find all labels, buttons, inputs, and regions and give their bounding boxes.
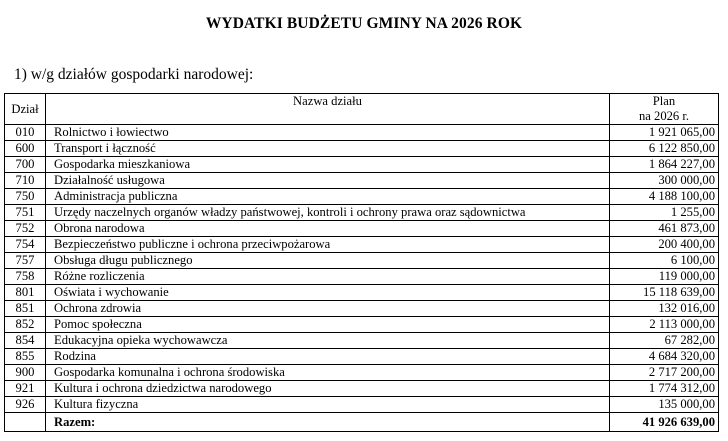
header-plan <box>610 94 719 125</box>
row-code: 754 <box>5 237 46 253</box>
row-name: Rolnictwo i łowiectwo <box>46 125 610 141</box>
row-code: 700 <box>5 157 46 173</box>
header-plan-line1: Plan <box>652 94 676 108</box>
row-code: 851 <box>5 301 46 317</box>
table-row <box>5 237 719 253</box>
row-code: 855 <box>5 349 46 365</box>
row-amount: 300 000,00 <box>610 173 719 189</box>
row-code: 751 <box>5 205 46 221</box>
document-title: WYDATKI BUDŻETU GMINY NA 2026 ROK <box>205 15 523 32</box>
row-code: 752 <box>5 221 46 237</box>
row-amount: 2 717 200,00 <box>610 365 719 381</box>
row-amount: 1 864 227,00 <box>610 157 719 173</box>
row-amount: 461 873,00 <box>610 221 719 237</box>
row-code: 801 <box>5 285 46 301</box>
row-name: Działalność usługowa <box>46 173 610 189</box>
row-amount: 4 188 100,00 <box>610 189 719 205</box>
row-code: 900 <box>5 365 46 381</box>
row-code: 757 <box>5 253 46 269</box>
row-name: Urzędy naczelnych organów władzy państwowej, kontroli i ochrony prawa oraz sądownictwa <box>46 205 610 221</box>
row-name: Gospodarka komunalna i ochrona środowiska <box>46 365 610 381</box>
table-row <box>5 317 719 333</box>
total-row <box>5 413 719 432</box>
row-name: Różne rozliczenia <box>46 269 610 285</box>
table-row <box>5 285 719 301</box>
row-name: Transport i łączność <box>46 141 610 157</box>
row-amount: 6 122 850,00 <box>610 141 719 157</box>
table-header-row <box>5 94 719 125</box>
table-row <box>5 381 719 397</box>
row-code: 852 <box>5 317 46 333</box>
row-amount: 119 000,00 <box>610 269 719 285</box>
row-amount: 132 016,00 <box>610 301 719 317</box>
total-label: Razem: <box>46 413 610 432</box>
row-name: Oświata i wychowanie <box>46 285 610 301</box>
row-amount: 1 255,00 <box>610 205 719 221</box>
row-name: Pomoc społeczna <box>46 317 610 333</box>
row-code: 921 <box>5 381 46 397</box>
row-code: 010 <box>5 125 46 141</box>
table-row <box>5 205 719 221</box>
table-row <box>5 253 719 269</box>
row-name: Gospodarka mieszkaniowa <box>46 157 610 173</box>
table-row <box>5 157 719 173</box>
row-code: 854 <box>5 333 46 349</box>
header-plan-line2: na 2026 r. <box>638 109 690 123</box>
row-name: Bezpieczeństwo publiczne i ochrona przeciwpożarowa <box>46 237 610 253</box>
row-amount: 2 113 000,00 <box>610 317 719 333</box>
table-body <box>5 125 719 432</box>
section-heading: 1) w/g działów gospodarki narodowej: <box>14 66 254 83</box>
table-row <box>5 269 719 285</box>
total-empty-cell <box>5 413 46 432</box>
row-name: Obrona narodowa <box>46 221 610 237</box>
row-name: Ochrona zdrowia <box>46 301 610 317</box>
row-code: 926 <box>5 397 46 413</box>
row-name: Kultura i ochrona dziedzictwa narodowego <box>46 381 610 397</box>
row-code: 600 <box>5 141 46 157</box>
row-amount: 15 118 639,00 <box>610 285 719 301</box>
row-amount: 200 400,00 <box>610 237 719 253</box>
row-name: Edukacyjna opieka wychowawcza <box>46 333 610 349</box>
header-code: Dział <box>5 94 46 125</box>
row-name: Rodzina <box>46 349 610 365</box>
table-row <box>5 173 719 189</box>
table-row <box>5 141 719 157</box>
budget-table <box>4 93 719 432</box>
table-row <box>5 349 719 365</box>
row-amount: 1 921 065,00 <box>610 125 719 141</box>
row-code: 710 <box>5 173 46 189</box>
row-amount: 1 774 312,00 <box>610 381 719 397</box>
total-amount: 41 926 639,00 <box>610 413 719 432</box>
row-amount: 6 100,00 <box>610 253 719 269</box>
table-row <box>5 125 719 141</box>
row-name: Kultura fizyczna <box>46 397 610 413</box>
row-amount: 4 684 320,00 <box>610 349 719 365</box>
row-amount: 67 282,00 <box>610 333 719 349</box>
table-row <box>5 189 719 205</box>
row-name: Obsługa długu publicznego <box>46 253 610 269</box>
header-name: Nazwa działu <box>46 94 610 125</box>
row-name: Administracja publiczna <box>46 189 610 205</box>
table-row <box>5 397 719 413</box>
table-row <box>5 333 719 349</box>
row-code: 758 <box>5 269 46 285</box>
table-row <box>5 365 719 381</box>
row-amount: 135 000,00 <box>610 397 719 413</box>
table-row <box>5 301 719 317</box>
table-row <box>5 221 719 237</box>
row-code: 750 <box>5 189 46 205</box>
